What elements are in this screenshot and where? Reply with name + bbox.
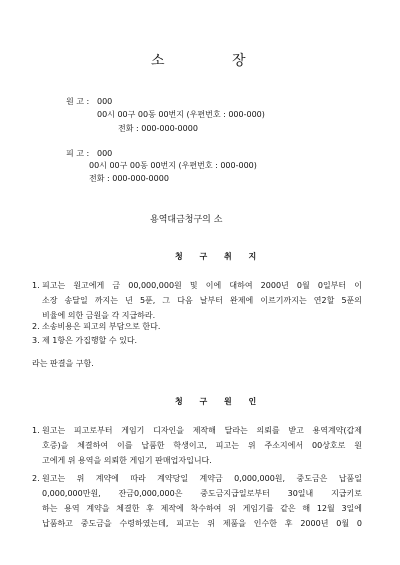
claim-line: 소장 송달일 까지는 년 5푼, 그 다음 날부터 완제에 이르기까지는 연2할 5푼의 [42, 296, 362, 305]
claim-item-1 [32, 278, 362, 323]
cause-item-2 [32, 471, 362, 531]
plaintiff-phone: 전화 : 000-000-0000 [118, 124, 198, 133]
defendant-label: 피 고 : [66, 149, 90, 158]
defendant-name: 000 [97, 149, 113, 158]
defendant-address: 00시 00구 00동 00번지 (우편번호 : 000-000) [89, 161, 257, 170]
claim-number: 1. [32, 281, 40, 290]
claim-line: 제 1항은 가집행할 수 있다. [42, 336, 138, 345]
plaintiff-label: 원 고 : [66, 97, 90, 106]
claim-line: 소송비용은 피고의 부담으로 한다. [42, 322, 161, 331]
cause-line: 하는 용역 계약을 체결한 후 제작에 착수하여 위 게임기를 같은 해 12월 3일에 [42, 504, 362, 513]
title-char-left: 소 [151, 53, 165, 69]
case-name: 용역대금청구의 소 [150, 215, 223, 225]
cause-line: 0,000,000만원, 잔금0,000,000은 중도금지급일로부터 30일내 지급키로 [42, 489, 362, 498]
cause-line: 원고는 피고로부터 게임기 디자인을 제작해 달라는 의뢰를 받고 용역계약(갑제 [42, 426, 362, 435]
cause-line: 호증)을 체결하여 이를 납품한 학생이고, 피고는 위 주소지에서 00상호로 원 [42, 441, 362, 450]
cause-heading: 청 구 원 인 [175, 397, 264, 406]
claim-line: 피고는 원고에게 금 00,000,000원 및 이에 대하여 2000년 0월 0일부터 이 [42, 281, 362, 290]
defendant-phone: 전화 : 000-000-0000 [89, 174, 169, 183]
cause-line: 원고는 위 계약에 따라 계약당일 계약금 0,000,000원, 중도금은 납품일 [42, 474, 362, 483]
claim-heading: 청 구 취 지 [175, 252, 264, 261]
cause-number: 2. [32, 474, 40, 483]
cause-line: 납품하고 중도금을 수령하였는데, 피고는 위 제품을 인수한 후 2000년 0월 0 [42, 519, 362, 528]
claim-item-2 [32, 319, 362, 334]
claim-number: 2. [32, 322, 40, 331]
claim-number: 3. [32, 336, 40, 345]
cause-number: 1. [32, 426, 40, 435]
cause-line: 고에게 위 용역을 의뢰한 게임기 판매업자입니다. [42, 456, 212, 465]
claim-item-3 [32, 333, 362, 348]
title-char-right: 장 [232, 53, 246, 69]
judgment-request: 라는 판결을 구함. [32, 359, 94, 368]
plaintiff-name: 000 [97, 97, 113, 106]
claim-line: 비율에 의한 금원을 각 지급하라. [42, 311, 156, 320]
plaintiff-address: 00시 00구 00동 00번지 (우편번호 : 000-000) [97, 110, 265, 119]
cause-item-1 [32, 423, 362, 468]
